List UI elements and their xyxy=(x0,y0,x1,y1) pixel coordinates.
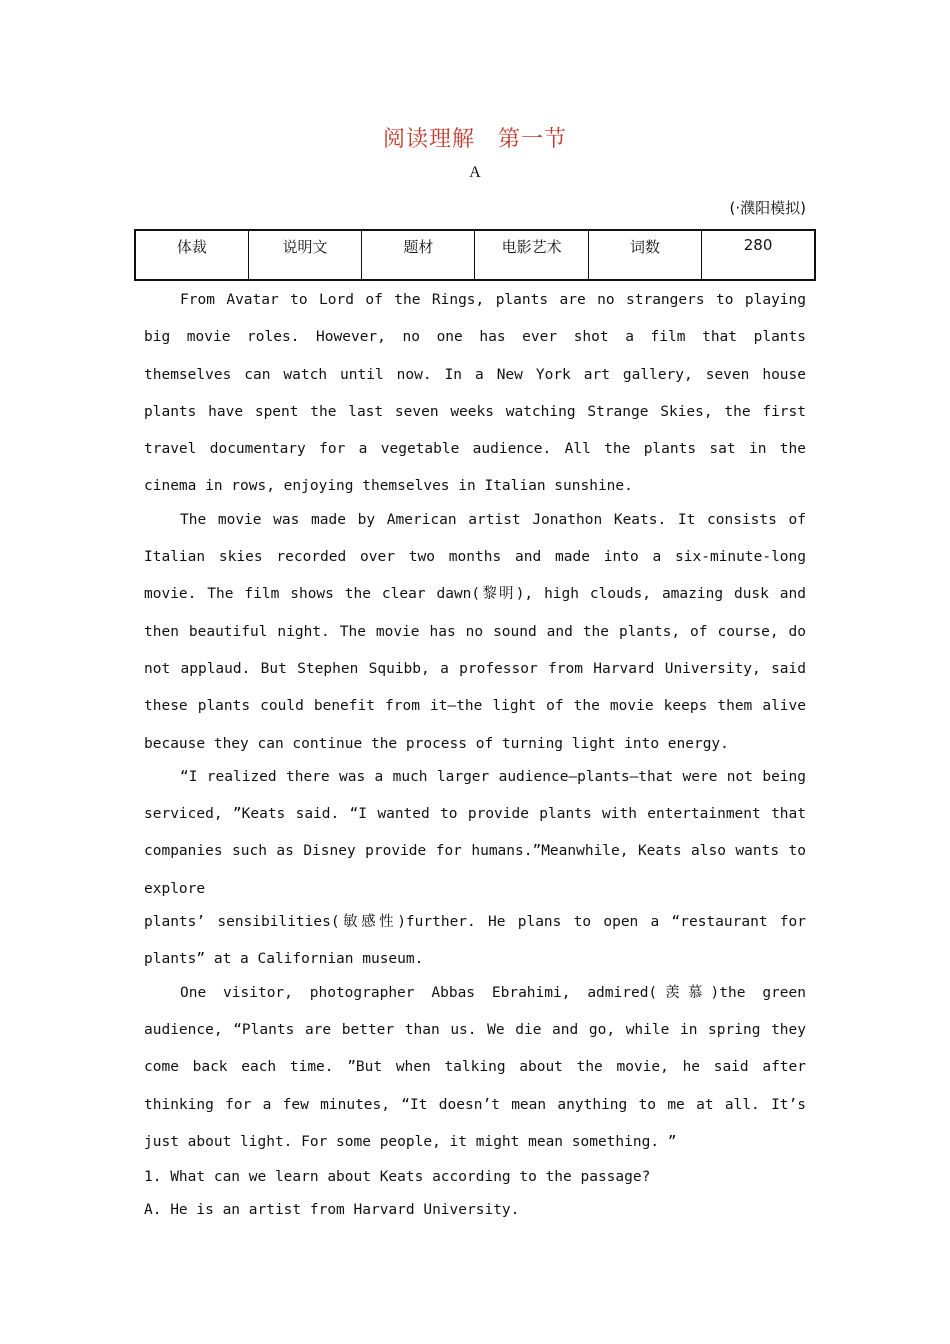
paragraph-3-continued: plants’ sensibilities(敏感性)further. He plans to open a “restaurant for plants” at a Californian museum. xyxy=(144,914,806,968)
question-1: 1. What can we learn about Keats according to the passage? xyxy=(144,1169,651,1186)
paragraph-3: “I realized there was a much larger audience—plants—that were not being serviced, ”Keats said. “I wanted to provide plants with entertainment that companies such as Disney provide for humans.”Meanwhile, Keats also wants to explore xyxy=(144,768,806,897)
paragraph-4: One visitor, photographer Abbas Ebrahimi, admired(羡慕)the green audience, “Plants are better than us. We die and go, while in spring they come back each time. ”But when talking about the movie, he said after thinking for a few minutes, “It doesn’t mean anything to me at all. It’s just about light. For some people, it might mean something. ” xyxy=(144,984,806,1150)
paragraph-1: From Avatar to Lord of the Rings, plants are no strangers to playing big movie roles. However, no one has ever shot a film that plants themselves can watch until now. In a New York art gallery, seven house plants have spent the last seven weeks watching Strange Skies, the first travel documentary for a vegetable audience. All the plants sat in the cinema in rows, enjoying themselves in Italian sunshine. xyxy=(144,292,806,495)
topic-label: 题材 xyxy=(362,230,475,280)
paragraph-2: The movie was made by American artist Jonathon Keats. It consists of Italian skies recorded over two months and made into a six-minute-long movie. The film shows the clear dawn(黎明), high clouds, amazing dusk and then beautiful night. The movie has no sound and the plants, of course, do not applaud. But Stephen Squibb, a professor from Harvard University, said these plants could benefit from it—the light of the movie keeps them alive because they can continue the process of turning light into energy. xyxy=(144,511,806,752)
table-row xyxy=(135,230,815,280)
genre-value: 说明文 xyxy=(248,230,361,280)
info-table xyxy=(134,229,816,281)
page-title: 阅读理解 第一节 xyxy=(382,127,567,152)
source-note: (·濮阳模拟) xyxy=(729,199,806,217)
genre-label: 体裁 xyxy=(135,230,248,280)
topic-value: 电影艺术 xyxy=(475,230,588,280)
wordcount-value: 280 xyxy=(702,230,815,280)
option-a: A. He is an artist from Harvard University. xyxy=(144,1202,520,1219)
passage xyxy=(144,282,806,1227)
section-label: A xyxy=(469,164,481,181)
wordcount-label: 词数 xyxy=(588,230,701,280)
